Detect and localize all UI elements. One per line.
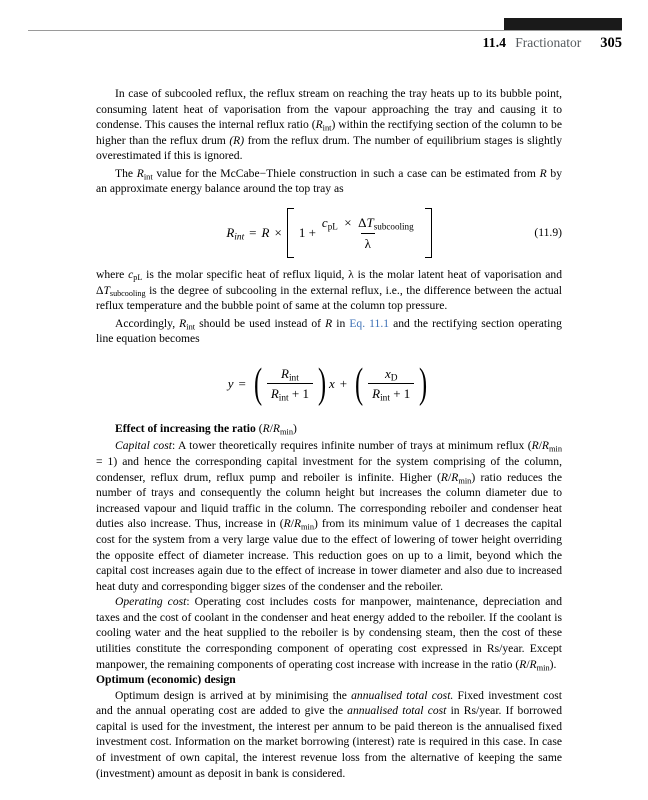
chapter-number: 11.4 — [482, 35, 507, 50]
eq-fraction-numerator: cpL × ΔTsubcooling — [321, 215, 414, 232]
eq-fraction-denominator: λ — [361, 233, 375, 252]
bracket-left — [287, 208, 294, 258]
eq-ol-frac2-num: $x_D$ — [384, 365, 398, 384]
eq-equals: = — [249, 225, 257, 241]
paren-right-2: ) — [419, 360, 428, 407]
eq-one-plus: 1 + — [298, 225, 316, 241]
eq-lhs: $R_{int}$ — [226, 225, 245, 243]
paren-right-1: ) — [317, 360, 327, 407]
equation-operating-line — [96, 359, 562, 409]
capital-cost-lead: Capital cost — [115, 439, 172, 453]
running-head — [483, 35, 622, 52]
page-content — [96, 86, 562, 781]
paragraph-optimum-design: Optimum design is arrived at by minimising the annualised total cost. Fixed investment cost and the annual operating cost are added to give the annualised total cost in Rs/year. If borrowed capital is used for the investment, the interest per annum to be paid thereon is the annualised fixed investment cost. Information on the market borrowing (interest) rate is required in this case. In case of investment of own capital, the interest revenue loss from the alternative of keeping the same (investment) amount as deposit in bank is considered. — [96, 688, 562, 780]
equation-11-9 — [96, 208, 562, 258]
eq-ol-plus: + — [339, 376, 348, 392]
heading-optimum-design: Optimum (economic) design — [96, 673, 236, 687]
eq-ol-lhs: y — [227, 376, 234, 392]
operating-cost-lead: Operating cost — [115, 595, 187, 609]
page-header — [0, 18, 648, 54]
eq-times: × — [274, 225, 282, 241]
eq-ol-equals: = — [238, 376, 246, 392]
equation-link-11-1[interactable]: Eq. 11.1 — [349, 316, 390, 330]
eq-ol-x: x — [329, 376, 335, 392]
paragraph-capital-cost: Capital cost: A tower theoretically requires infinite number of trays at minimum reflux $(R/R_{min} = 1)$ and hence the corresponding capital investment for the system comprising of the column, condenser, reflux drum, reflux pump and reboiler is infinite. Higher $(R/R_{min})$ ratio reduces the number of trays and consequently the column height but increases the column diameter due to increased vapour and liquid traffic in the column. The corresponding reboiler and condenser heat duties also increase. Thus, increase in $(R/R_{min})$ from its minimum value of 1 decreases the capital cost for the system from a very large value due to the effect of lowering of tower height overriding the opposite effect of diameter increase. This reduction goes on up to a limit, beyond which the capital cost increases again due to the effect of increase in tower diameter and also due to increased heat duty and corresponding bigger sizes of the condenser and the reboiler. — [96, 439, 562, 593]
eq-fraction — [318, 214, 418, 252]
paragraph-rint-estimate: The $R_{int}$ value for the McCabe−Thiele construction in such a case can be estimated from R by an approximate energy balance around the top tray as — [96, 166, 562, 196]
paragraph-subcooled-reflux: In case of subcooled reflux, the reflux stream on reaching the tray heats up to its bubble point, consuming latent heat of vaporisation from the vapour approaching the tray and causing it to condense. This causes the internal reflux ratio $(R_{int})$ within the rectifying section of the column to be higher than the reflux drum (R) from the reflux drum. The number of equilibrium stages is slightly overestimated if this is ignored. — [96, 87, 563, 163]
paren-left-2: ( — [355, 360, 364, 407]
bracket-right — [425, 208, 432, 258]
paren-left-1: ( — [253, 360, 262, 407]
eq-ol-fraction-1 — [267, 365, 313, 403]
page-number: 305 — [600, 35, 622, 51]
eq-ol-frac2-den: $R_{int} + 1$ — [368, 383, 414, 402]
header-rule — [28, 30, 622, 31]
equation-number-11-9: (11.9) — [534, 226, 562, 240]
eq-ol-frac1-num: $R_{int}$ — [281, 365, 299, 384]
chapter-title: Fractionator — [515, 35, 582, 50]
eq-ol-fraction-2 — [368, 365, 414, 403]
paragraph-operating-cost: Operating cost: Operating cost includes costs for manpower, maintenance, depreciation and taxes and the cost of coolant in the condenser and heat energy added to the reboiler. If the coolant is cooling water and the heat supplied to the reboiler is by condensing steam, then the cost of these utilities constitute the corresponding component of operating cost expressed in Rs/year. Except manpower, the remaining components of operating cost increase with increase in the ratio $(R/R_{min})$. — [96, 595, 562, 672]
eq-ol-paren-1 — [251, 360, 329, 407]
heading-effect-of-increasing-ratio: Effect of increasing the ratio $(R/R_{min})$ — [115, 421, 297, 437]
paragraph-operating-line-intro: Accordingly, $R_{int}$ should be used instead of R in Eq. 11.1 and the rectifying section operating line equation becomes — [96, 316, 562, 346]
paragraph-nomenclature: where cpL is the molar specific heat of reflux liquid, λ is the molar latent heat of vaporisation and ΔTsubcooling is the degree of subcooling in the external reflux, i.e., the difference between the actual reflux temperature and the bubble point of same at the column top pressure. — [96, 268, 562, 313]
bracket-contents — [297, 208, 422, 258]
eq-r: R — [261, 225, 270, 241]
equation-11-9-body — [226, 208, 431, 258]
header-black-bar — [504, 18, 622, 30]
eq-ol-paren-2 — [352, 360, 430, 407]
eq-ol-frac1-den: $R_{int} + 1$ — [267, 383, 313, 402]
eq-bracket — [287, 208, 432, 258]
